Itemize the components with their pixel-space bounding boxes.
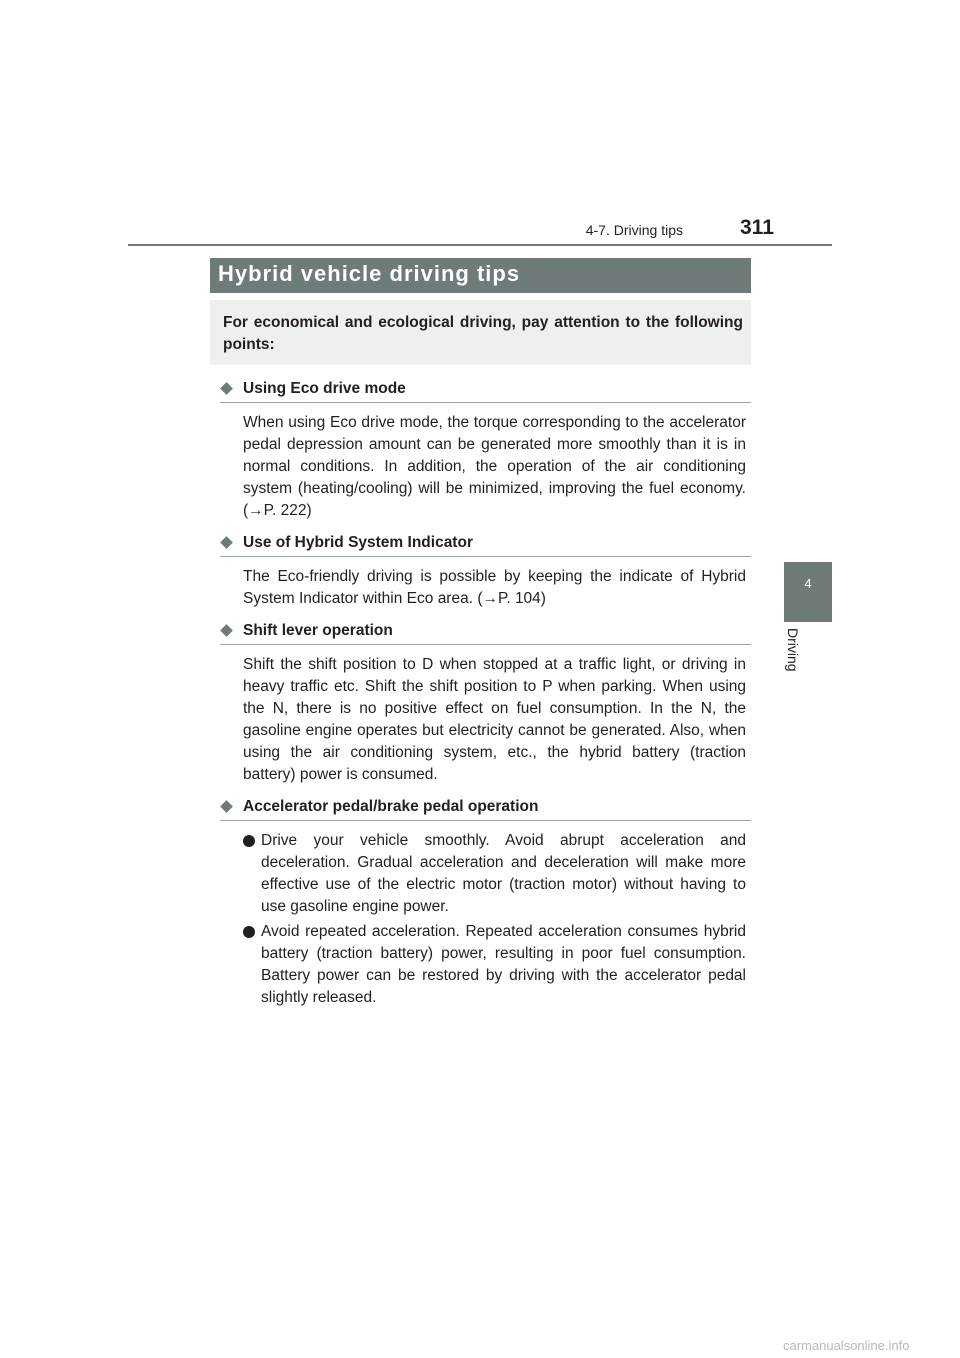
round-bullet-icon xyxy=(243,835,255,847)
chapter-label xyxy=(781,628,811,688)
intro-text: For economical and ecological driving, pay attention to the following points: xyxy=(223,314,743,353)
subsection-heading xyxy=(220,794,751,821)
page-title: Hybrid vehicle driving tips xyxy=(218,261,521,286)
content xyxy=(220,376,751,1017)
diamond-bullet-icon xyxy=(220,536,233,549)
subsection-title: Accelerator pedal/brake pedal operation xyxy=(243,798,539,815)
chapter-tab xyxy=(784,562,832,622)
subsection-body: When using Eco drive mode, the torque corresponding to the accelerator pedal depression amount can be generated more smoothly than it is in normal conditions. In addition, the operation of the air conditioning system (heating/cooling) will be minimized, improving the fuel economy. (→P. 222) xyxy=(243,414,746,519)
subsection-title: Using Eco drive mode xyxy=(243,380,406,397)
section-label: 4-7. Driving tips xyxy=(585,222,683,238)
page-title-bar xyxy=(210,258,751,293)
list-item-text: Avoid repeated acceleration. Repeated acceleration consumes hybrid battery (traction battery) power, resulting in poor fuel consumption. Battery power can be restored by driving with the accelerator pedal slightly released. xyxy=(261,923,746,1006)
header-rule xyxy=(128,244,832,246)
subsection-body: The Eco-friendly driving is possible by keeping the indicate of Hybrid System Indicator within Eco area. (→P. 104) xyxy=(243,568,746,607)
subsection-heading xyxy=(220,376,751,403)
subsection-pedal-operation xyxy=(220,794,751,1009)
subsection-title: Shift lever operation xyxy=(243,622,393,639)
page-number: 311 xyxy=(740,216,774,239)
diamond-bullet-icon xyxy=(220,382,233,395)
subsection-body: Shift the shift position to D when stopped at a traffic light, or driving in heavy traffic etc. Shift the shift position to P when parking. When using the N, there is no positive effect on fuel consumption. In the N, the gasoline engine operates but electricity cannot be generated. Also, when using the air conditioning system, etc., the hybrid battery (traction battery) power is consumed. xyxy=(243,656,746,783)
diamond-bullet-icon xyxy=(220,800,233,813)
subsection-shift-lever xyxy=(220,618,751,786)
subsection-hybrid-indicator xyxy=(220,530,751,610)
diamond-bullet-icon xyxy=(220,624,233,637)
subsection-title: Use of Hybrid System Indicator xyxy=(243,534,473,551)
round-bullet-icon xyxy=(243,926,255,938)
list-item xyxy=(243,921,746,1009)
list-item-text: Drive your vehicle smoothly. Avoid abrupt acceleration and deceleration. Gradual acceleration and deceleration will make more effective use of the electric motor (traction motor) without having to use gasoline engine power. xyxy=(261,832,746,915)
subsection-eco-drive-mode xyxy=(220,376,751,522)
subsection-heading xyxy=(220,618,751,645)
watermark: carmanualsonline.info xyxy=(783,1338,910,1353)
chapter-number: 4 xyxy=(804,576,812,591)
list-item xyxy=(243,830,746,918)
intro-box xyxy=(210,300,751,365)
chapter-label-text: Driving xyxy=(785,628,801,672)
page-header xyxy=(0,0,960,250)
subsection-heading xyxy=(220,530,751,557)
